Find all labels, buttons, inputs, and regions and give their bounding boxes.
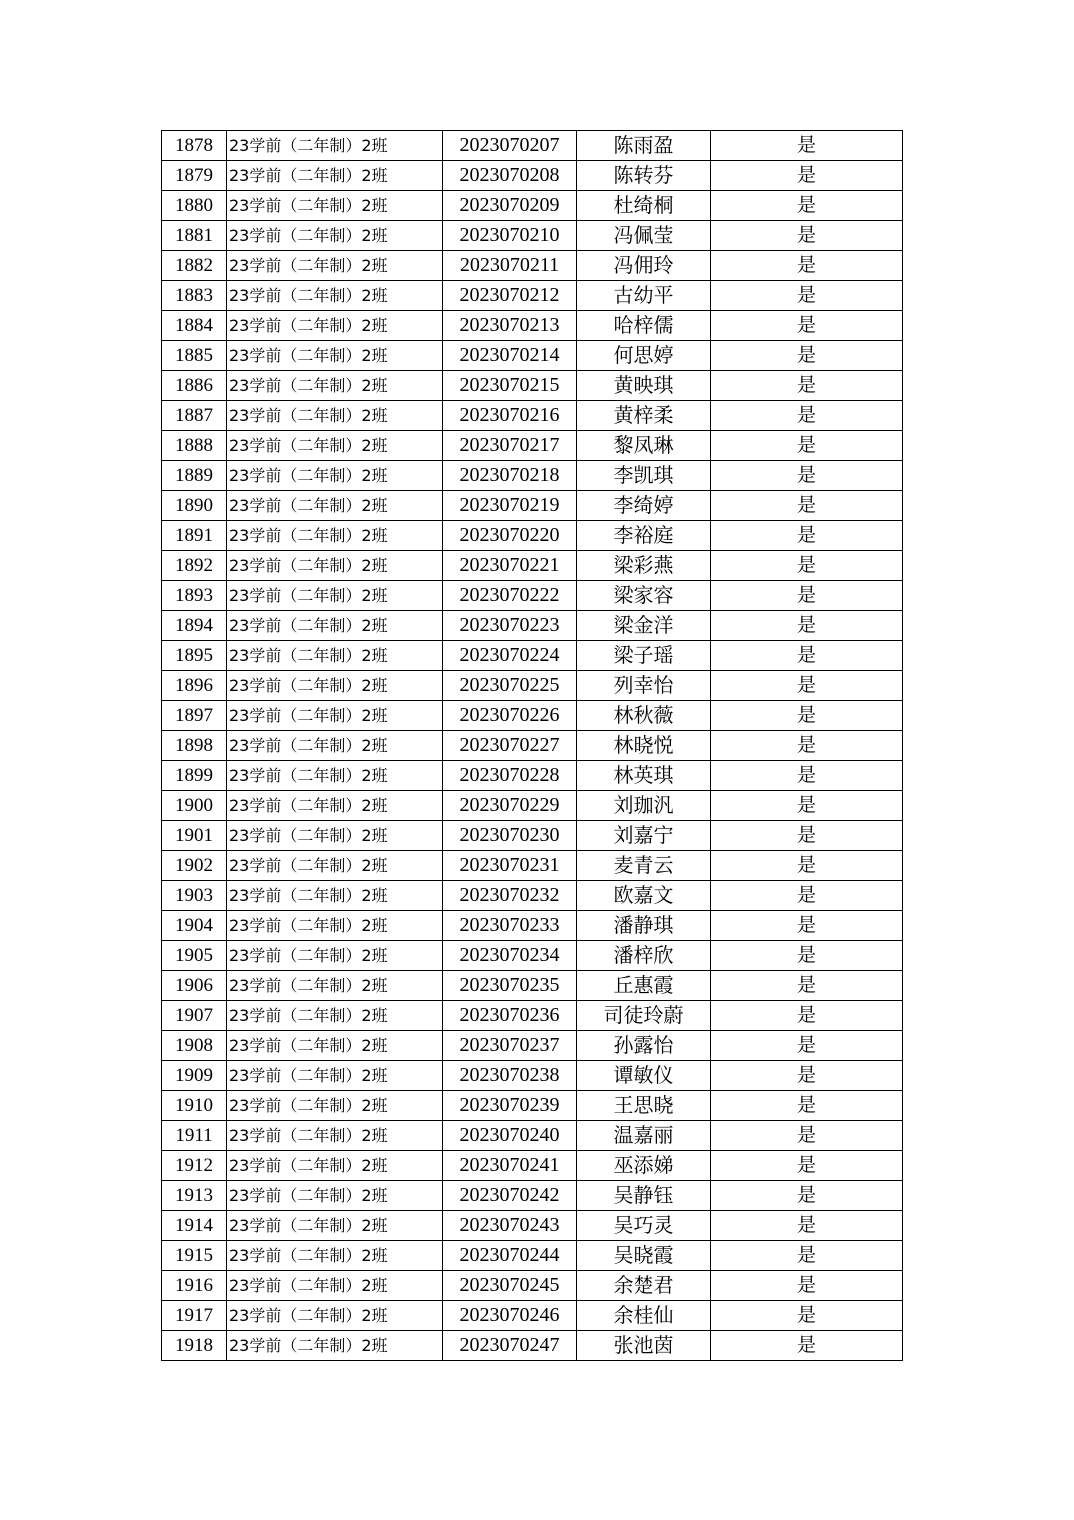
class-name-cell: 23学前（二年制）2班 bbox=[227, 971, 443, 1001]
student-id-cell: 2023070228 bbox=[443, 761, 577, 791]
row-number-cell: 1909 bbox=[162, 1061, 227, 1091]
table-row bbox=[162, 1211, 903, 1241]
class-name-cell: 23学前（二年制）2班 bbox=[227, 881, 443, 911]
class-name-cell: 23学前（二年制）2班 bbox=[227, 161, 443, 191]
student-table-body bbox=[162, 131, 903, 1361]
student-name-cell: 黄映琪 bbox=[577, 371, 711, 401]
class-name-cell: 23学前（二年制）2班 bbox=[227, 701, 443, 731]
row-number-cell: 1895 bbox=[162, 641, 227, 671]
student-id-cell: 2023070229 bbox=[443, 791, 577, 821]
status-cell: 是 bbox=[711, 311, 903, 341]
student-id-cell: 2023070218 bbox=[443, 461, 577, 491]
status-cell: 是 bbox=[711, 191, 903, 221]
table-row bbox=[162, 971, 903, 1001]
student-name-cell: 吴晓霞 bbox=[577, 1241, 711, 1271]
status-cell: 是 bbox=[711, 1061, 903, 1091]
status-cell: 是 bbox=[711, 1271, 903, 1301]
student-id-cell: 2023070230 bbox=[443, 821, 577, 851]
row-number-cell: 1879 bbox=[162, 161, 227, 191]
student-id-cell: 2023070243 bbox=[443, 1211, 577, 1241]
student-id-cell: 2023070209 bbox=[443, 191, 577, 221]
student-id-cell: 2023070239 bbox=[443, 1091, 577, 1121]
status-cell: 是 bbox=[711, 131, 903, 161]
table-row bbox=[162, 221, 903, 251]
student-id-cell: 2023070215 bbox=[443, 371, 577, 401]
status-cell: 是 bbox=[711, 581, 903, 611]
status-cell: 是 bbox=[711, 341, 903, 371]
student-id-cell: 2023070214 bbox=[443, 341, 577, 371]
table-row bbox=[162, 1001, 903, 1031]
student-name-cell: 林晓悦 bbox=[577, 731, 711, 761]
student-id-cell: 2023070245 bbox=[443, 1271, 577, 1301]
table-row bbox=[162, 191, 903, 221]
student-name-cell: 余桂仙 bbox=[577, 1301, 711, 1331]
table-row bbox=[162, 1181, 903, 1211]
table-row bbox=[162, 761, 903, 791]
row-number-cell: 1905 bbox=[162, 941, 227, 971]
student-id-cell: 2023070219 bbox=[443, 491, 577, 521]
row-number-cell: 1904 bbox=[162, 911, 227, 941]
status-cell: 是 bbox=[711, 851, 903, 881]
row-number-cell: 1916 bbox=[162, 1271, 227, 1301]
status-cell: 是 bbox=[711, 491, 903, 521]
row-number-cell: 1891 bbox=[162, 521, 227, 551]
row-number-cell: 1886 bbox=[162, 371, 227, 401]
class-name-cell: 23学前（二年制）2班 bbox=[227, 221, 443, 251]
status-cell: 是 bbox=[711, 791, 903, 821]
student-name-cell: 黎凤琳 bbox=[577, 431, 711, 461]
status-cell: 是 bbox=[711, 221, 903, 251]
row-number-cell: 1885 bbox=[162, 341, 227, 371]
table-row bbox=[162, 1331, 903, 1361]
table-row bbox=[162, 851, 903, 881]
student-id-cell: 2023070242 bbox=[443, 1181, 577, 1211]
class-name-cell: 23学前（二年制）2班 bbox=[227, 1211, 443, 1241]
row-number-cell: 1908 bbox=[162, 1031, 227, 1061]
student-name-cell: 陈转芬 bbox=[577, 161, 711, 191]
student-id-cell: 2023070235 bbox=[443, 971, 577, 1001]
student-name-cell: 刘嘉宁 bbox=[577, 821, 711, 851]
table-row bbox=[162, 731, 903, 761]
student-name-cell: 李裕庭 bbox=[577, 521, 711, 551]
student-id-cell: 2023070217 bbox=[443, 431, 577, 461]
row-number-cell: 1915 bbox=[162, 1241, 227, 1271]
class-name-cell: 23学前（二年制）2班 bbox=[227, 251, 443, 281]
row-number-cell: 1884 bbox=[162, 311, 227, 341]
student-name-cell: 吴静钰 bbox=[577, 1181, 711, 1211]
student-id-cell: 2023070220 bbox=[443, 521, 577, 551]
row-number-cell: 1914 bbox=[162, 1211, 227, 1241]
status-cell: 是 bbox=[711, 251, 903, 281]
table-row bbox=[162, 1151, 903, 1181]
student-id-cell: 2023070212 bbox=[443, 281, 577, 311]
student-name-cell: 孙露怡 bbox=[577, 1031, 711, 1061]
student-name-cell: 林秋薇 bbox=[577, 701, 711, 731]
status-cell: 是 bbox=[711, 911, 903, 941]
class-name-cell: 23学前（二年制）2班 bbox=[227, 191, 443, 221]
class-name-cell: 23学前（二年制）2班 bbox=[227, 1121, 443, 1151]
student-name-cell: 梁金洋 bbox=[577, 611, 711, 641]
student-name-cell: 王思晓 bbox=[577, 1091, 711, 1121]
table-row bbox=[162, 311, 903, 341]
student-id-cell: 2023070210 bbox=[443, 221, 577, 251]
table-row bbox=[162, 881, 903, 911]
table-row bbox=[162, 521, 903, 551]
table-row bbox=[162, 161, 903, 191]
class-name-cell: 23学前（二年制）2班 bbox=[227, 1001, 443, 1031]
student-id-cell: 2023070246 bbox=[443, 1301, 577, 1331]
table-row bbox=[162, 791, 903, 821]
class-name-cell: 23学前（二年制）2班 bbox=[227, 401, 443, 431]
status-cell: 是 bbox=[711, 401, 903, 431]
row-number-cell: 1901 bbox=[162, 821, 227, 851]
row-number-cell: 1899 bbox=[162, 761, 227, 791]
status-cell: 是 bbox=[711, 821, 903, 851]
table-row bbox=[162, 431, 903, 461]
table-row bbox=[162, 821, 903, 851]
status-cell: 是 bbox=[711, 641, 903, 671]
status-cell: 是 bbox=[711, 1211, 903, 1241]
table-row bbox=[162, 701, 903, 731]
student-id-cell: 2023070213 bbox=[443, 311, 577, 341]
student-name-cell: 巫添娣 bbox=[577, 1151, 711, 1181]
status-cell: 是 bbox=[711, 371, 903, 401]
student-id-cell: 2023070216 bbox=[443, 401, 577, 431]
student-id-cell: 2023070222 bbox=[443, 581, 577, 611]
student-id-cell: 2023070244 bbox=[443, 1241, 577, 1271]
row-number-cell: 1900 bbox=[162, 791, 227, 821]
table-row bbox=[162, 1271, 903, 1301]
class-name-cell: 23学前（二年制）2班 bbox=[227, 941, 443, 971]
row-number-cell: 1888 bbox=[162, 431, 227, 461]
row-number-cell: 1882 bbox=[162, 251, 227, 281]
row-number-cell: 1880 bbox=[162, 191, 227, 221]
status-cell: 是 bbox=[711, 761, 903, 791]
class-name-cell: 23学前（二年制）2班 bbox=[227, 131, 443, 161]
class-name-cell: 23学前（二年制）2班 bbox=[227, 641, 443, 671]
row-number-cell: 1894 bbox=[162, 611, 227, 641]
row-number-cell: 1907 bbox=[162, 1001, 227, 1031]
student-name-cell: 余楚君 bbox=[577, 1271, 711, 1301]
row-number-cell: 1896 bbox=[162, 671, 227, 701]
student-name-cell: 梁家容 bbox=[577, 581, 711, 611]
student-name-cell: 张池茵 bbox=[577, 1331, 711, 1361]
row-number-cell: 1883 bbox=[162, 281, 227, 311]
table-row bbox=[162, 131, 903, 161]
student-id-cell: 2023070221 bbox=[443, 551, 577, 581]
student-id-cell: 2023070231 bbox=[443, 851, 577, 881]
student-id-cell: 2023070232 bbox=[443, 881, 577, 911]
student-id-cell: 2023070237 bbox=[443, 1031, 577, 1061]
table-row bbox=[162, 1061, 903, 1091]
status-cell: 是 bbox=[711, 161, 903, 191]
student-id-cell: 2023070224 bbox=[443, 641, 577, 671]
student-id-cell: 2023070240 bbox=[443, 1121, 577, 1151]
student-id-cell: 2023070241 bbox=[443, 1151, 577, 1181]
row-number-cell: 1878 bbox=[162, 131, 227, 161]
student-table bbox=[161, 130, 903, 1361]
class-name-cell: 23学前（二年制）2班 bbox=[227, 821, 443, 851]
table-row bbox=[162, 1241, 903, 1271]
student-name-cell: 刘珈汎 bbox=[577, 791, 711, 821]
class-name-cell: 23学前（二年制）2班 bbox=[227, 491, 443, 521]
row-number-cell: 1917 bbox=[162, 1301, 227, 1331]
table-row bbox=[162, 461, 903, 491]
table-row bbox=[162, 251, 903, 281]
row-number-cell: 1903 bbox=[162, 881, 227, 911]
class-name-cell: 23学前（二年制）2班 bbox=[227, 311, 443, 341]
class-name-cell: 23学前（二年制）2班 bbox=[227, 551, 443, 581]
row-number-cell: 1892 bbox=[162, 551, 227, 581]
row-number-cell: 1902 bbox=[162, 851, 227, 881]
row-number-cell: 1912 bbox=[162, 1151, 227, 1181]
student-name-cell: 冯佩莹 bbox=[577, 221, 711, 251]
student-id-cell: 2023070226 bbox=[443, 701, 577, 731]
student-name-cell: 黄梓柔 bbox=[577, 401, 711, 431]
table-row bbox=[162, 671, 903, 701]
class-name-cell: 23学前（二年制）2班 bbox=[227, 341, 443, 371]
student-name-cell: 麦青云 bbox=[577, 851, 711, 881]
status-cell: 是 bbox=[711, 1181, 903, 1211]
student-name-cell: 司徒玲蔚 bbox=[577, 1001, 711, 1031]
class-name-cell: 23学前（二年制）2班 bbox=[227, 581, 443, 611]
class-name-cell: 23学前（二年制）2班 bbox=[227, 1181, 443, 1211]
class-name-cell: 23学前（二年制）2班 bbox=[227, 1271, 443, 1301]
student-name-cell: 丘惠霞 bbox=[577, 971, 711, 1001]
status-cell: 是 bbox=[711, 1001, 903, 1031]
status-cell: 是 bbox=[711, 551, 903, 581]
table-row bbox=[162, 941, 903, 971]
status-cell: 是 bbox=[711, 671, 903, 701]
class-name-cell: 23学前（二年制）2班 bbox=[227, 1331, 443, 1361]
student-name-cell: 李凯琪 bbox=[577, 461, 711, 491]
student-name-cell: 潘梓欣 bbox=[577, 941, 711, 971]
student-id-cell: 2023070238 bbox=[443, 1061, 577, 1091]
class-name-cell: 23学前（二年制）2班 bbox=[227, 791, 443, 821]
table-row bbox=[162, 1091, 903, 1121]
class-name-cell: 23学前（二年制）2班 bbox=[227, 671, 443, 701]
row-number-cell: 1881 bbox=[162, 221, 227, 251]
status-cell: 是 bbox=[711, 281, 903, 311]
class-name-cell: 23学前（二年制）2班 bbox=[227, 281, 443, 311]
student-name-cell: 梁子瑶 bbox=[577, 641, 711, 671]
class-name-cell: 23学前（二年制）2班 bbox=[227, 911, 443, 941]
class-name-cell: 23学前（二年制）2班 bbox=[227, 521, 443, 551]
student-name-cell: 列幸怡 bbox=[577, 671, 711, 701]
class-name-cell: 23学前（二年制）2班 bbox=[227, 1151, 443, 1181]
class-name-cell: 23学前（二年制）2班 bbox=[227, 461, 443, 491]
student-id-cell: 2023070233 bbox=[443, 911, 577, 941]
row-number-cell: 1911 bbox=[162, 1121, 227, 1151]
table-row bbox=[162, 371, 903, 401]
status-cell: 是 bbox=[711, 431, 903, 461]
class-name-cell: 23学前（二年制）2班 bbox=[227, 1091, 443, 1121]
row-number-cell: 1910 bbox=[162, 1091, 227, 1121]
student-name-cell: 林英琪 bbox=[577, 761, 711, 791]
status-cell: 是 bbox=[711, 941, 903, 971]
student-id-cell: 2023070227 bbox=[443, 731, 577, 761]
student-name-cell: 李绮婷 bbox=[577, 491, 711, 521]
status-cell: 是 bbox=[711, 1031, 903, 1061]
table-row bbox=[162, 641, 903, 671]
table-row bbox=[162, 611, 903, 641]
student-name-cell: 梁彩燕 bbox=[577, 551, 711, 581]
table-row bbox=[162, 1121, 903, 1151]
status-cell: 是 bbox=[711, 1331, 903, 1361]
status-cell: 是 bbox=[711, 461, 903, 491]
student-id-cell: 2023070247 bbox=[443, 1331, 577, 1361]
table-row bbox=[162, 1301, 903, 1331]
status-cell: 是 bbox=[711, 521, 903, 551]
row-number-cell: 1897 bbox=[162, 701, 227, 731]
row-number-cell: 1887 bbox=[162, 401, 227, 431]
row-number-cell: 1913 bbox=[162, 1181, 227, 1211]
class-name-cell: 23学前（二年制）2班 bbox=[227, 731, 443, 761]
status-cell: 是 bbox=[711, 971, 903, 1001]
student-id-cell: 2023070225 bbox=[443, 671, 577, 701]
table-row bbox=[162, 551, 903, 581]
class-name-cell: 23学前（二年制）2班 bbox=[227, 611, 443, 641]
table-row bbox=[162, 401, 903, 431]
table-row bbox=[162, 341, 903, 371]
student-name-cell: 欧嘉文 bbox=[577, 881, 711, 911]
student-name-cell: 吴巧灵 bbox=[577, 1211, 711, 1241]
status-cell: 是 bbox=[711, 1241, 903, 1271]
status-cell: 是 bbox=[711, 1151, 903, 1181]
student-name-cell: 哈梓儒 bbox=[577, 311, 711, 341]
student-id-cell: 2023070236 bbox=[443, 1001, 577, 1031]
row-number-cell: 1918 bbox=[162, 1331, 227, 1361]
student-id-cell: 2023070207 bbox=[443, 131, 577, 161]
status-cell: 是 bbox=[711, 881, 903, 911]
table-row bbox=[162, 1031, 903, 1061]
status-cell: 是 bbox=[711, 1121, 903, 1151]
class-name-cell: 23学前（二年制）2班 bbox=[227, 1031, 443, 1061]
class-name-cell: 23学前（二年制）2班 bbox=[227, 761, 443, 791]
table-row bbox=[162, 581, 903, 611]
row-number-cell: 1889 bbox=[162, 461, 227, 491]
student-name-cell: 冯佣玲 bbox=[577, 251, 711, 281]
table-row bbox=[162, 281, 903, 311]
class-name-cell: 23学前（二年制）2班 bbox=[227, 1241, 443, 1271]
student-id-cell: 2023070234 bbox=[443, 941, 577, 971]
table-row bbox=[162, 491, 903, 521]
status-cell: 是 bbox=[711, 611, 903, 641]
row-number-cell: 1890 bbox=[162, 491, 227, 521]
status-cell: 是 bbox=[711, 1091, 903, 1121]
status-cell: 是 bbox=[711, 1301, 903, 1331]
student-name-cell: 潘静琪 bbox=[577, 911, 711, 941]
student-id-cell: 2023070223 bbox=[443, 611, 577, 641]
student-name-cell: 何思婷 bbox=[577, 341, 711, 371]
class-name-cell: 23学前（二年制）2班 bbox=[227, 1061, 443, 1091]
status-cell: 是 bbox=[711, 731, 903, 761]
row-number-cell: 1906 bbox=[162, 971, 227, 1001]
table-row bbox=[162, 911, 903, 941]
student-name-cell: 温嘉丽 bbox=[577, 1121, 711, 1151]
student-id-cell: 2023070208 bbox=[443, 161, 577, 191]
student-name-cell: 古幼平 bbox=[577, 281, 711, 311]
student-name-cell: 杜绮桐 bbox=[577, 191, 711, 221]
student-id-cell: 2023070211 bbox=[443, 251, 577, 281]
class-name-cell: 23学前（二年制）2班 bbox=[227, 371, 443, 401]
class-name-cell: 23学前（二年制）2班 bbox=[227, 851, 443, 881]
class-name-cell: 23学前（二年制）2班 bbox=[227, 1301, 443, 1331]
student-name-cell: 陈雨盈 bbox=[577, 131, 711, 161]
status-cell: 是 bbox=[711, 701, 903, 731]
class-name-cell: 23学前（二年制）2班 bbox=[227, 431, 443, 461]
row-number-cell: 1893 bbox=[162, 581, 227, 611]
student-name-cell: 谭敏仪 bbox=[577, 1061, 711, 1091]
row-number-cell: 1898 bbox=[162, 731, 227, 761]
